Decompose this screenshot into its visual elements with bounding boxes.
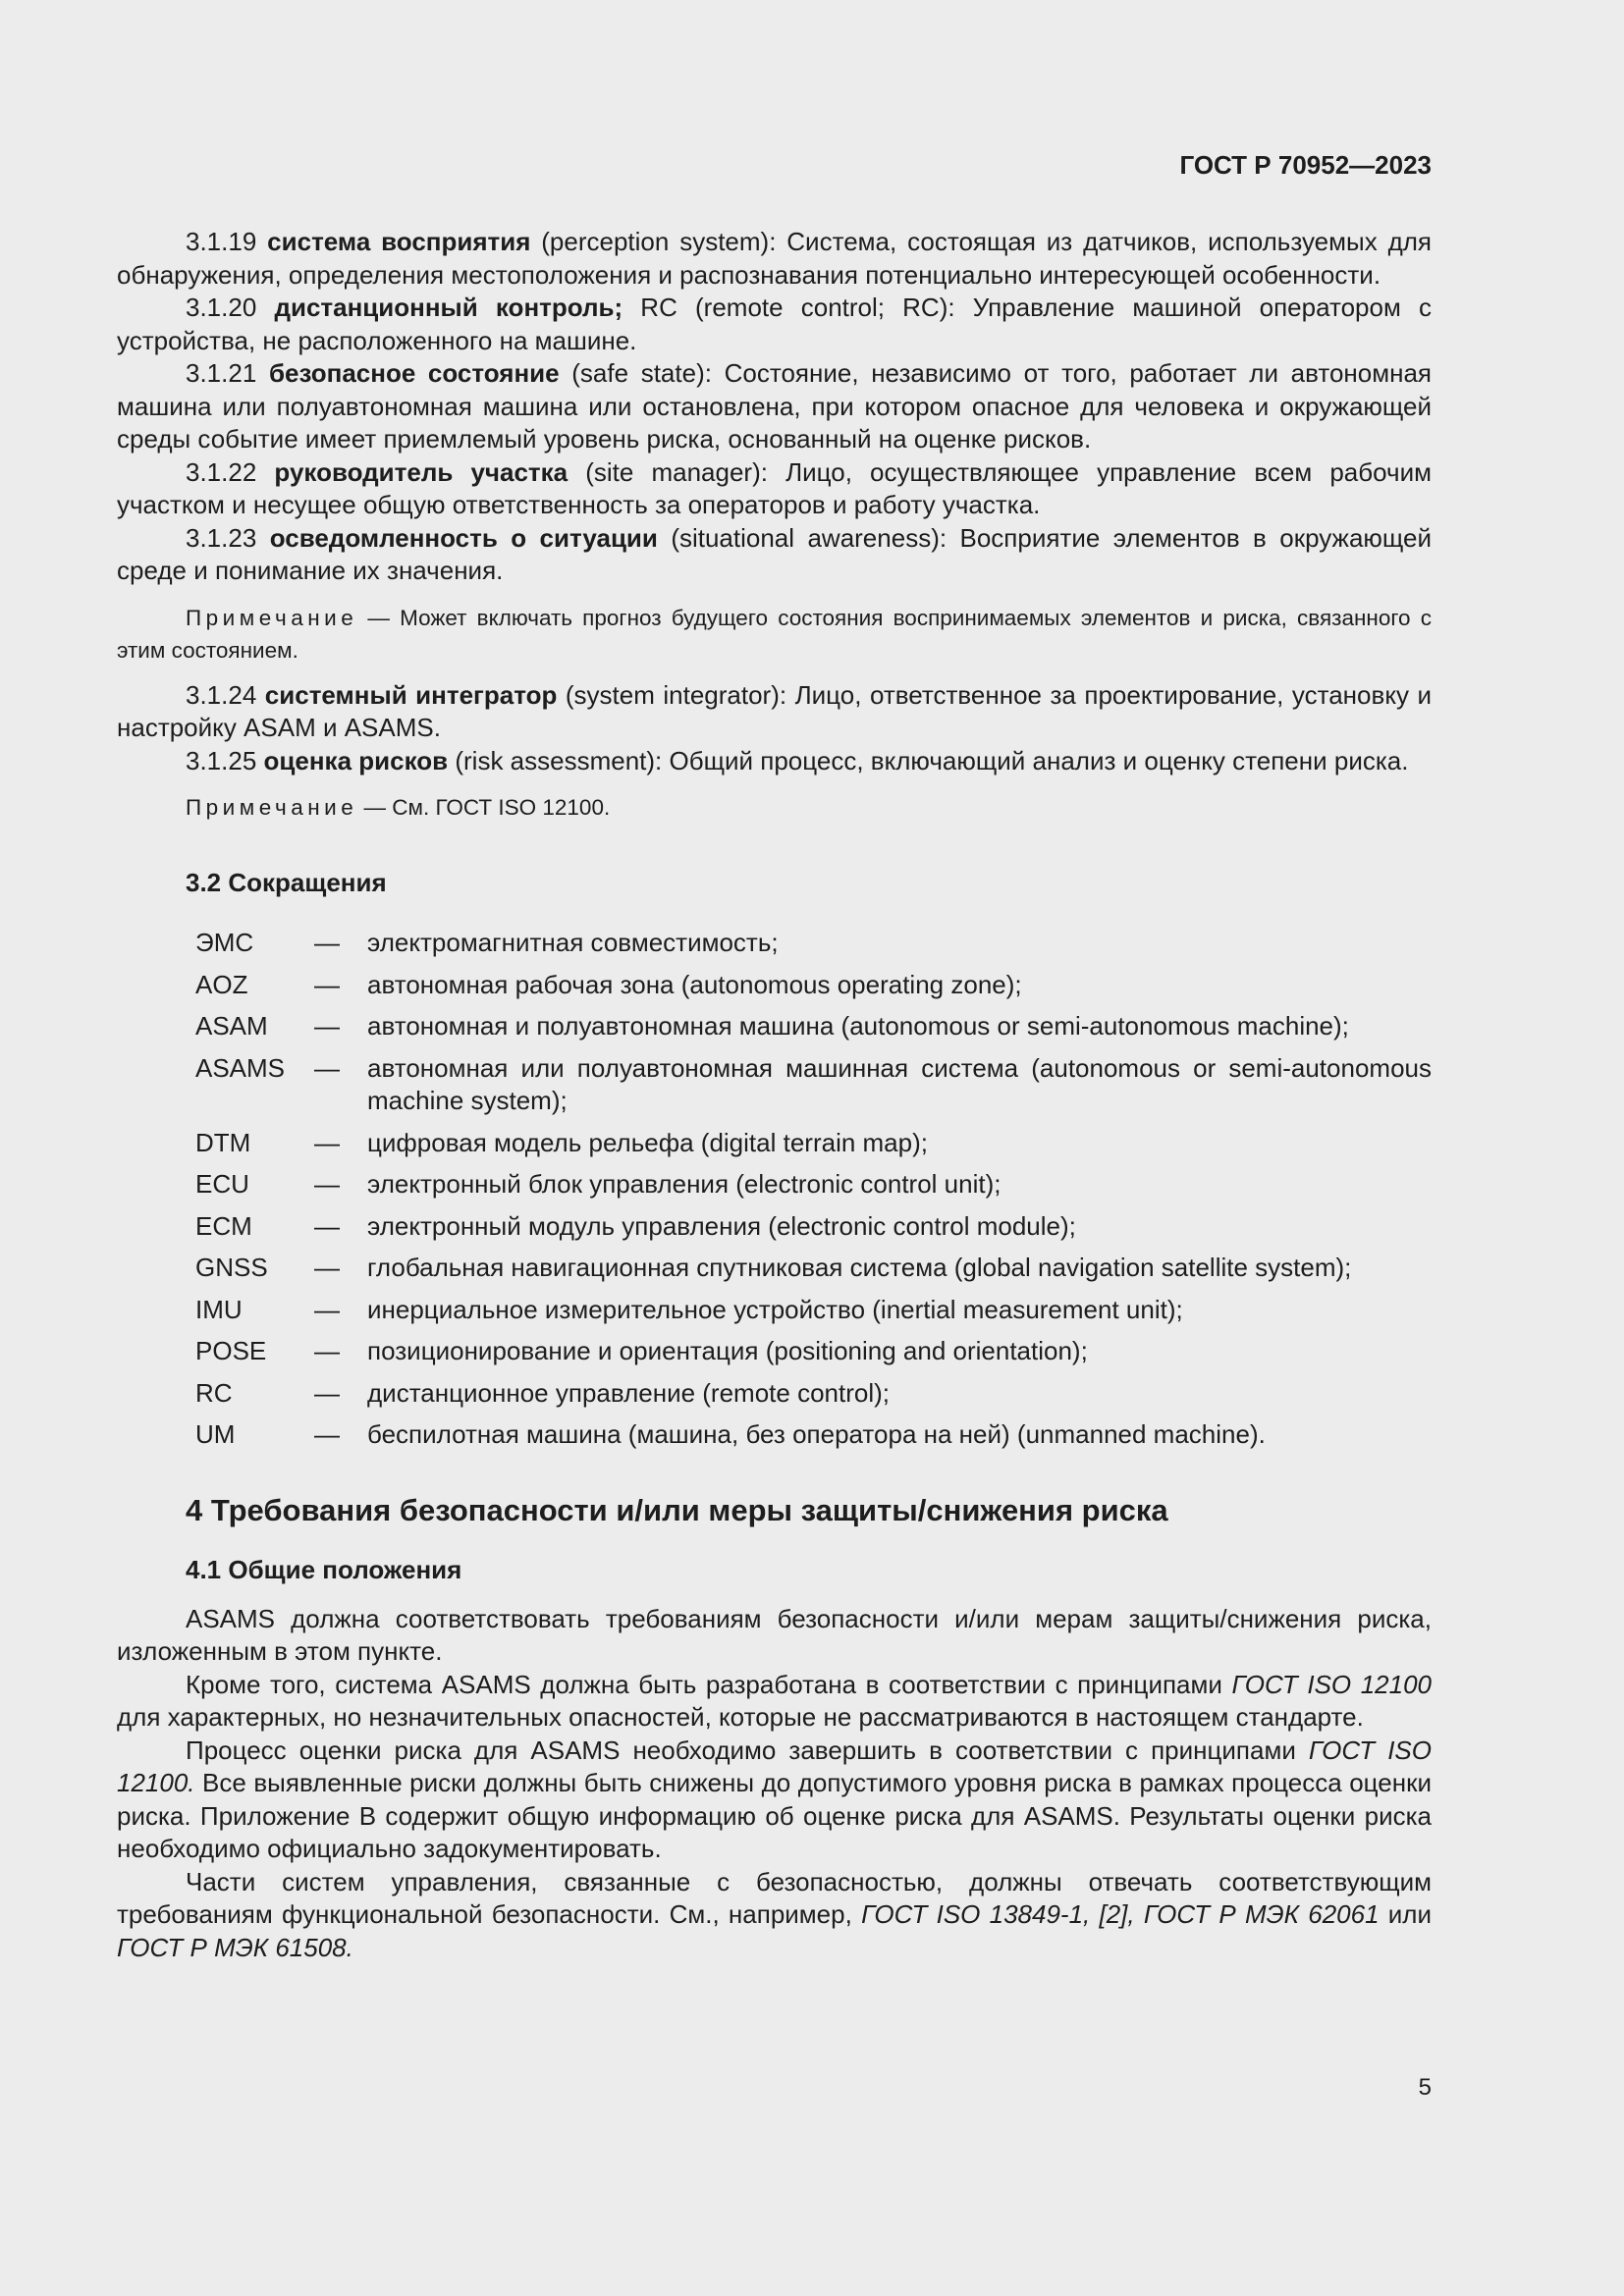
term-name: осведомленность о ситуации: [269, 522, 658, 553]
term-name: оценка рисков: [263, 745, 449, 775]
abbreviation: IMU: [195, 1294, 243, 1324]
abbreviation-row: [195, 927, 1432, 969]
abbreviation: AOZ: [195, 969, 248, 999]
page-content: [117, 226, 1432, 1964]
paragraph-text: Части систем управления, связанные с безопасностью, должны отвечать соответствующим требованиям функциональной безопасности. См., например,: [117, 1866, 1432, 1929]
abbreviation: DTM: [195, 1127, 251, 1157]
term-3-1-23: [117, 522, 1432, 588]
abbreviation: ECU: [195, 1169, 249, 1199]
abbreviations-table: [195, 927, 1432, 1461]
term-3-1-22: [117, 456, 1432, 522]
paragraph-text: Все выявленные риски должны быть снижены до допустимого уровня риска в рамках процесса оценки риска. Приложение В содержит общую информацию об оценке риска для ASAMS. Результаты оценки риска необходимо официально задокументировать.: [117, 1768, 1432, 1863]
abbreviation: ASAMS: [195, 1052, 286, 1083]
note-label: Примечание: [186, 795, 358, 820]
abbreviation-dash: —: [314, 928, 340, 957]
abbreviation-dash: —: [314, 1052, 340, 1083]
abbreviation-dash: —: [314, 969, 340, 999]
term-number: 3.1.21: [186, 358, 257, 388]
abbreviation-row: [195, 1418, 1432, 1461]
term-name: дистанционный контроль;: [274, 293, 623, 322]
term-definition: (perception system): Система, состоящая из датчиков, используемых для обнаружения, определения местоположения и распознавания потенциально интересующей особенности.: [117, 227, 1432, 290]
paragraph-text: для характерных, но незначительных опасностей, которые не рассматриваются в настоящем стандарте.: [117, 1702, 1364, 1732]
term-number: 3.1.23: [186, 522, 257, 553]
abbreviation: ECM: [195, 1210, 252, 1241]
abbreviation-definition: автономная или полуавтономная машинная система (autonomous or semi-autonomous machine system);: [367, 1052, 1432, 1115]
note-1: [117, 602, 1432, 667]
abbreviation-dash: —: [314, 1127, 340, 1157]
page-number: 5: [1418, 2074, 1432, 2101]
note-label: Примечание: [186, 605, 358, 630]
abbreviation: GNSS: [195, 1253, 268, 1282]
abbreviation-definition: дистанционное управление (remote control);: [367, 1377, 890, 1408]
paragraph-4-1-3: [117, 1735, 1432, 1866]
abbreviation-row: [195, 1252, 1432, 1294]
abbreviation-row: [195, 969, 1432, 1011]
term-3-1-19: [117, 226, 1432, 292]
paragraph-4-1-4: [117, 1866, 1432, 1965]
term-definition: (site manager): Лицо, осуществляющее управление всем рабочим участком и несущее общую ответственность за операторов и работу участка.: [117, 456, 1432, 519]
term-definition: (risk assessment): Общий процесс, включающий анализ и оценку степени риска.: [448, 745, 1409, 775]
section-4-1-title: 4.1 Общие положения: [186, 1554, 462, 1584]
abbreviation-definition: глобальная навигационная спутниковая система (global navigation satellite system);: [367, 1253, 1352, 1282]
term-number: 3.1.19: [186, 227, 257, 256]
term-3-1-25: [117, 745, 1432, 778]
abbreviation-dash: —: [314, 1377, 340, 1408]
abbreviation-row: [195, 1294, 1432, 1336]
section-3-2-title: 3.2 Сокращения: [186, 868, 387, 897]
term-definition: RC (remote control; RC): Управление машиной оператором с устройства, не расположенного на машине.: [117, 293, 1432, 355]
paragraph-text: или: [1379, 1899, 1433, 1929]
abbreviation-row: [195, 1127, 1432, 1169]
paragraph-text: Кроме того, система ASAMS должна быть разработана в соответствии с принципами: [186, 1669, 1232, 1699]
standard-reference: ГОСТ ISO 12100: [1231, 1669, 1432, 1699]
abbreviation-definition: цифровая модель рельефа (digital terrain map);: [367, 1127, 928, 1157]
term-number: 3.1.22: [186, 456, 257, 487]
abbreviation-definition: автономная рабочая зона (autonomous operating zone);: [367, 969, 1022, 999]
abbreviation-dash: —: [314, 1210, 340, 1241]
term-name: система восприятия: [267, 227, 531, 256]
term-3-1-20: [117, 292, 1432, 357]
section-4-title: 4 Требования безопасности и/или меры защиты/снижения риска: [186, 1492, 1168, 1527]
abbreviation-definition: электронный блок управления (electronic control unit);: [367, 1169, 1001, 1199]
abbreviation-definition: позиционирование и ориентация (positioning and orientation);: [367, 1336, 1088, 1365]
abbreviation-row: [195, 1010, 1432, 1052]
note-text: — См. ГОСТ ISO 12100.: [357, 795, 611, 820]
term-definition: (system integrator): Лицо, ответственное за проектирование, установку и настройку ASAM и ASAMS.: [117, 679, 1432, 742]
term-number: 3.1.24: [186, 679, 257, 710]
abbreviation-row: [195, 1377, 1432, 1419]
abbreviation: UM: [195, 1419, 236, 1449]
abbreviation-row: [195, 1052, 1432, 1127]
abbreviation-dash: —: [314, 1253, 340, 1282]
note-2: [117, 791, 1432, 824]
standard-reference: ГОСТ Р МЭК 61508.: [117, 1932, 353, 1962]
abbreviation-definition: автономная и полуавтономная машина (autonomous or semi-autonomous machine);: [367, 1011, 1349, 1041]
abbreviation-definition: инерциальное измерительное устройство (inertial measurement unit);: [367, 1294, 1183, 1324]
doc-header: ГОСТ Р 70952—2023: [1179, 150, 1432, 180]
abbreviation: ЭМС: [195, 928, 254, 957]
term-number: 3.1.25: [186, 745, 257, 775]
note-text: — Может включать прогноз будущего состояния воспринимаемых элементов и риска, связанного с этим состоянием.: [117, 605, 1432, 663]
paragraph-text: Процесс оценки риска для ASAMS необходимо завершить в соответствии с принципами: [186, 1735, 1309, 1765]
standard-reference: ГОСТ ISO 12100.: [117, 1735, 1432, 1797]
term-definition: (situational awareness): Восприятие элементов в окружающей среде и понимание их значения.: [117, 522, 1432, 585]
abbreviation: ASAM: [195, 1011, 268, 1041]
abbreviation: RC: [195, 1377, 233, 1408]
paragraph-4-1-1: ASAMS должна соответствовать требованиям безопасности и/или мерам защиты/снижения риска, изложенным в этом пункте.: [117, 1603, 1432, 1666]
term-3-1-24: [117, 679, 1432, 745]
abbreviation-row: [195, 1335, 1432, 1377]
abbreviation-definition: электронный модуль управления (electronic control module);: [367, 1210, 1076, 1241]
abbreviation-definition: электромагнитная совместимость;: [367, 928, 779, 957]
term-definition: (safe state): Состояние, независимо от того, работает ли автономная машина или полуавтономная машина или остановлена, при котором опасное для человека и окружающей среды событие имеет приемлемый уровень риска, основанный на оценке рисков.: [117, 358, 1433, 454]
abbreviation: POSE: [195, 1336, 267, 1365]
abbreviation-dash: —: [314, 1336, 340, 1365]
term-3-1-21: [117, 357, 1432, 456]
paragraph-4-1-2: [117, 1669, 1432, 1735]
abbreviation-dash: —: [314, 1169, 340, 1199]
abbreviation-dash: —: [314, 1011, 340, 1041]
abbreviation-definition: беспилотная машина (машина, без оператора на ней) (unmanned machine).: [367, 1419, 1266, 1449]
abbreviation-dash: —: [314, 1294, 340, 1324]
term-number: 3.1.20: [186, 293, 257, 322]
abbreviation-dash: —: [314, 1419, 340, 1449]
abbreviation-row: [195, 1168, 1432, 1210]
term-name: системный интегратор: [264, 679, 558, 710]
term-name: безопасное состояние: [268, 358, 560, 388]
term-name: руководитель участка: [274, 456, 568, 487]
standard-reference: ГОСТ ISO 13849-1, [2], ГОСТ Р МЭК 62061: [861, 1899, 1380, 1929]
abbreviation-row: [195, 1210, 1432, 1253]
